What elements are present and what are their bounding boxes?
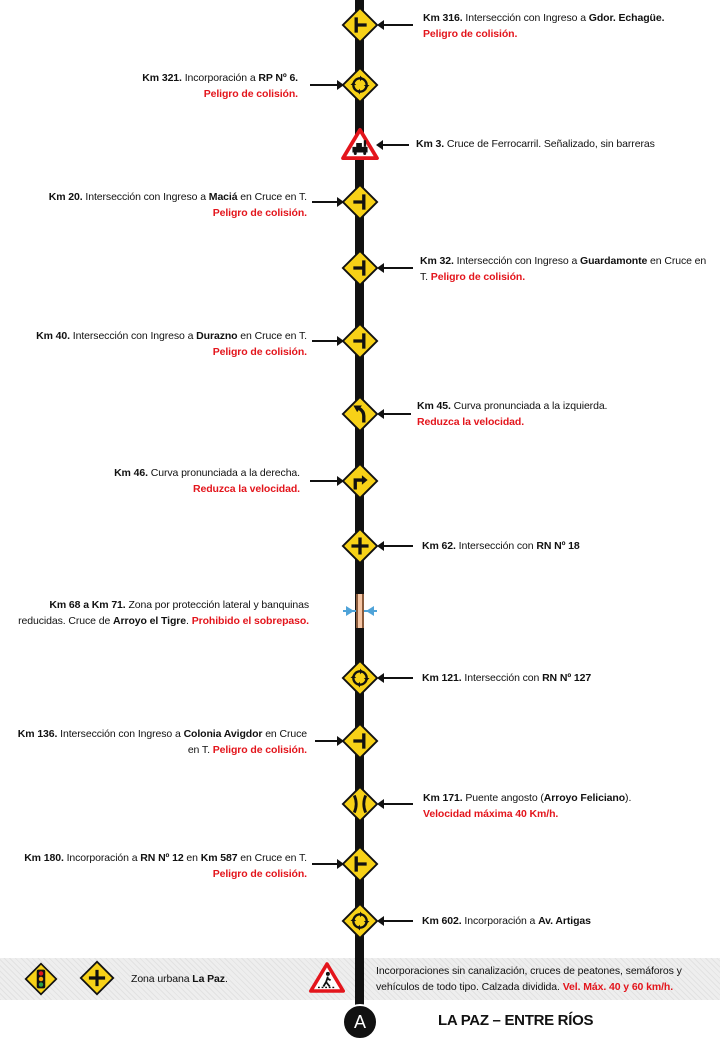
- event-km-40: Km 40. Intersección con Ingreso a Durazno en Cruce en T. Peligro de colisión.: [36, 330, 307, 358]
- t-intersection-left-icon: [341, 722, 379, 760]
- pointer-arrow: [312, 201, 338, 203]
- event-km-32: Km 32. Intersección con Ingreso a Guardamonte en Cruce en T. Peligro de colisión.: [420, 255, 707, 283]
- urban-zone-label: Zona urbana La Paz.: [131, 973, 228, 985]
- event-km-316: Km 316. Intersección con Ingreso a Gdor. Echagüe. Peligro de colisión.: [423, 12, 665, 40]
- pointer-arrow: [312, 863, 338, 865]
- event-km-321: Km 321. Incorporación a RP Nº 6. Peligro de colisión.: [142, 72, 298, 100]
- t-intersection-left-icon: [341, 322, 379, 360]
- pointer-arrow: [315, 740, 338, 742]
- pointer-arrow: [383, 267, 413, 269]
- pointer-arrow: [383, 920, 413, 922]
- pointer-arrow: [310, 480, 338, 482]
- event-km-180: Km 180. Incorporación a RN Nº 12 en Km 587 en Cruce en T. Peligro de colisión.: [24, 852, 307, 880]
- route-title: LA PAZ – ENTRE RÍOS: [438, 1012, 594, 1029]
- pointer-arrow: [310, 84, 338, 86]
- pointer-arrow: [383, 677, 413, 679]
- t-intersection-right-icon: [341, 6, 379, 44]
- traffic-light-icon: [24, 962, 58, 996]
- t-intersection-right-icon: [341, 845, 379, 883]
- event-km-68-71: Km 68 a Km 71. Zona por protección lateral y banquinas reducidas. Cruce de Arroyo el Tigre. Prohibido el sobrepaso.: [18, 599, 309, 627]
- narrow-bridge-icon: [341, 785, 379, 823]
- pointer-arrow: [383, 803, 413, 805]
- crossroad-icon: [79, 960, 115, 996]
- event-km-602: Km 602. Incorporación a Av. Artigas: [422, 915, 591, 927]
- event-km-171: Km 171. Puente angosto (Arroyo Feliciano). Velocidad máxima 40 Km/h.: [423, 792, 632, 820]
- pointer-arrow: [312, 340, 338, 342]
- pointer-arrow: [383, 24, 413, 26]
- pointer-arrow: [383, 545, 413, 547]
- crossroad-icon: [341, 527, 379, 565]
- urban-zone-description: Incorporaciones sin canalización, cruces de peatones, semáforos y vehículos de todo tipo. Calzada dividida. Vel. Máx. 40 y 60 km/h.: [376, 965, 682, 993]
- event-km-136: Km 136. Intersección con Ingreso a Colonia Avigdor en Cruce en T. Peligro de colisión.: [17, 728, 307, 756]
- event-km-46: Km 46. Curva pronunciada a la derecha. Reduzca la velocidad.: [114, 467, 300, 495]
- t-intersection-left-icon: [341, 183, 379, 221]
- t-intersection-left-icon: [341, 249, 379, 287]
- event-km-62: Km 62. Intersección con RN Nº 18: [422, 540, 580, 552]
- pointer-arrow: [383, 413, 411, 415]
- event-km-20: Km 20. Intersección con Ingreso a Maciá en Cruce en T. Peligro de colisión.: [48, 191, 307, 219]
- roundabout-icon: [341, 66, 379, 104]
- railroad-crossing-icon: [341, 127, 379, 161]
- pedestrian-crossing-icon: [309, 961, 345, 994]
- event-km-45: Km 45. Curva pronunciada a la izquierda. Reduzca la velocidad.: [417, 400, 608, 428]
- route-marker-a: A: [342, 1004, 378, 1040]
- roundabout-icon: [341, 659, 379, 697]
- sharp-curve-left-icon: [341, 395, 379, 433]
- event-km-121: Km 121. Intersección con RN Nº 127: [422, 672, 592, 684]
- sharp-curve-right-icon: [341, 462, 379, 500]
- pointer-arrow: [382, 144, 409, 146]
- roundabout-icon: [341, 902, 379, 940]
- bridge-icon: [343, 594, 377, 628]
- event-km-3: Km 3. Cruce de Ferrocarril. Señalizado, sin barreras: [416, 138, 655, 150]
